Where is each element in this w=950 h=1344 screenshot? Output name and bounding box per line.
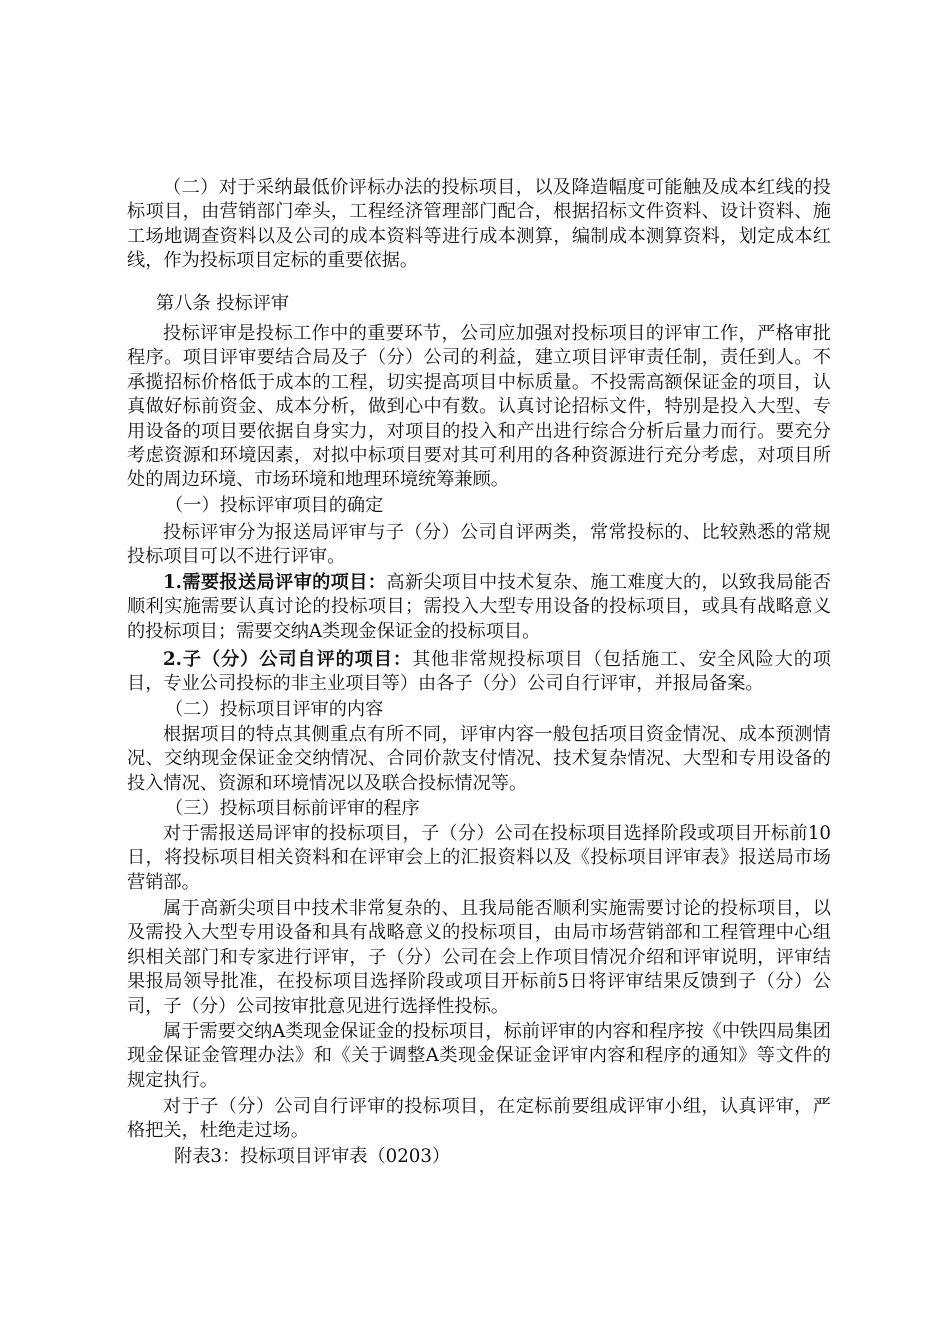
paragraph-cost-calculation: （二）对于采纳最低价评标办法的投标项目，以及降造幅度可能触及成本红线的投标项目，由营销部门牵头，工程经济管理部门配合，根据招标文件资料、设计资料、施工场地调查资料以及公司的成本资料等进行成本测算，编制成本测算资料，划定成本红线，作为投标项目定标的重要依据。	[127, 177, 831, 272]
subsection-3-paragraph-3: 属于需要交纳A类现金保证金的投标项目，标前评审的内容和程序按《中铁四局集团现金保证金管理办法》和《关于调整A类现金保证金评审内容和程序的通知》等文件的规定执行。	[127, 1021, 831, 1091]
subsection-3-paragraph-1: 对于需报送局评审的投标项目，子（分）公司在投标项目选择阶段或项目开标前10日，将投标项目相关资料和在评审会上的汇报资料以及《投标项目评审表》报送局市场营销部。	[127, 823, 831, 893]
item-2-label: 2.子（分）公司自评的项目：	[163, 649, 412, 670]
subsection-3-paragraph-2: 属于高新尖项目中技术非常复杂的、且我局能否顺利实施需要讨论的投标项目，以及需投入大型专用设备和具有战略意义的投标项目，由局市场营销部和工程管理中心组织相关部门和专家进行评审，子（分）公司在会上作项目情况介绍和评审说明，评审结果报局领导批准，在投标项目选择阶段或项目开标前5日将评审结果反馈到子（分）公司，子（分）公司按审批意见进行选择性投标。	[127, 898, 831, 1017]
subsection-3-heading: （三）投标项目标前评审的程序	[165, 798, 420, 819]
subsection-1-text: 投标评审分为报送局评审与子（分）公司自评两类，常常投标的、比较熟悉的常规投标项目可以不进行评审。	[127, 522, 831, 568]
item-2	[127, 648, 831, 697]
subsection-2-heading: （二）投标项目评审的内容	[165, 699, 384, 720]
item-1-text: 高新尖项目中技术复杂、施工难度大的，以致我局能否顺利实施需要认真讨论的投标项目；需投入大型专用设备的投标项目，或具有战略意义的投标项目；需要交纳A类现金保证金的投标项目。	[127, 572, 831, 642]
article-8-intro: 投标评审是投标工作中的重要环节，公司应加强对投标项目的评审工作，严格审批程序。项目评审要结合局及子（分）公司的利益，建立项目评审责任制，责任到人。不承揽招标价格低于成本的工程，切实提高项目中标质量。不投需高额保证金的项目，认真做好标前资金、成本分析，做到心中有数。认真讨论招标文件，特别是投入大型、专用设备的项目要依据自身实力，对项目的投入和产出进行综合分析后量力而行。要充分考虑资源和环境因素，对拟中标项目要对其可利用的各种资源进行充分考虑，对项目所处的周边环境、市场环境和地理环境统筹兼顾。	[127, 323, 831, 491]
subsection-2-text: 根据项目的特点其侧重点有所不同，评审内容一般包括项目资金情况、成本预测情况、交纳现金保证金交纳情况、合同价款支付情况、技术复杂情况、大型和专用设备的投入情况、资源和环境情况以及联合投标情况等。	[127, 724, 831, 794]
item-2-text: 其他非常规投标项目（包括施工、安全风险大的项目，专业公司投标的非主业项目等）由各子（分）公司自行评审，并报局备案。	[127, 649, 831, 695]
article-8-heading: 第八条 投标评审	[156, 293, 290, 314]
subsection-1-heading: （一）投标评审项目的确定	[165, 495, 384, 516]
subsection-3-paragraph-4: 对于子（分）公司自行评审的投标项目，在定标前要组成评审小组，认真评审，严格把关，杜绝走过场。	[127, 1096, 831, 1142]
item-1	[127, 571, 831, 644]
item-1-label: 1.需要报送局评审的项目：	[163, 572, 387, 593]
attachment-note: 附表3：投标项目评审表（0203）	[174, 1146, 451, 1167]
